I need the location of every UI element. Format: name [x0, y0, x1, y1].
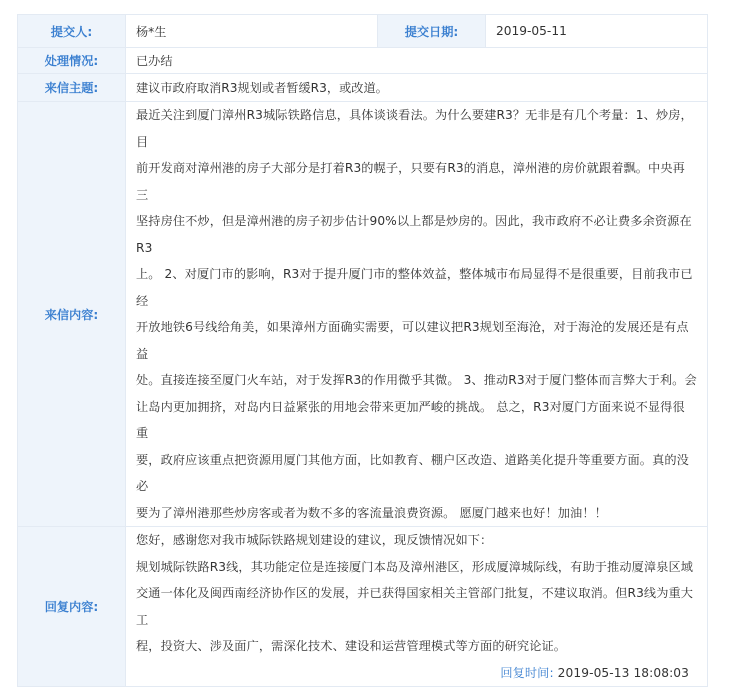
content-line: 开放地铁6号线给角美，如果漳州方面确实需要，可以建议把R3规划至海沧，对于海沧的发展还是有点益: [136, 320, 689, 361]
submit-date-value: 2019-05-11: [486, 15, 708, 48]
submitter-value: 杨*生: [126, 15, 378, 48]
reply-line: 规划城际铁路R3线，其功能定位是连接厦门本岛及漳州港区，形成厦漳城际线，有助于推动厦漳泉区域: [136, 559, 694, 574]
reply-body: [126, 527, 708, 687]
reply-time-label: 回复时间:: [500, 665, 554, 680]
content-line: 让岛内更加拥挤，对岛内日益紧张的用地会带来更加严峻的挑战。 总之，R3对厦门方面来说不显得很重: [136, 399, 685, 440]
submitter-row: [18, 15, 708, 48]
content-line: 要为了漳州港那些炒房客或者为数不多的客流量浪费资源。 愿厦门越来也好！加油！！: [136, 505, 607, 520]
content-line: 坚持房住不炒，但是漳州港的房子初步估计90%以上都是炒房的。因此，我市政府不必让费多余资源在R3: [136, 214, 692, 255]
subject-label: 来信主题:: [18, 74, 126, 102]
reply-time: [136, 660, 697, 687]
content-line: 前开发商对漳州港的房子大部分是打着R3的幌子，只要有R3的消息，漳州港的房价就跟着飘。中央再三: [136, 161, 685, 202]
subject-value: 建议市政府取消R3规划或者暂缓R3，或改道。: [126, 74, 708, 102]
content-line: 处。直接连接至厦门火车站，对于发挥R3的作用微乎其微。 3、推动R3对于厦门整体而言弊大于利。会: [136, 373, 697, 387]
reply-label: 回复内容:: [18, 527, 126, 687]
content-line: 上。 2、对厦门市的影响，R3对于提升厦门市的整体效益，整体城市布局显得不是很重要，目前我市已经: [136, 267, 693, 308]
reply-line: 交通一体化及闽西南经济协作区的发展，并已获得国家相关主管部门批复，不建议取消。但R3线为重大工: [136, 586, 694, 627]
content-label: 来信内容:: [18, 102, 126, 527]
submit-date-label: 提交日期:: [378, 15, 486, 48]
content-line: 最近关注到厦门漳州R3城际铁路信息，具体谈谈看法。为什么要建R3？无非是有几个考量：1、炒房，目: [136, 108, 693, 149]
status-row: [18, 48, 708, 74]
letter-detail-table: [17, 14, 708, 687]
letter-detail-panel: [17, 14, 707, 687]
reply-time-value: 2019-05-13 18:08:03: [557, 665, 689, 680]
content-body: [126, 102, 708, 527]
submitter-label: 提交人:: [18, 15, 126, 48]
content-row: [18, 102, 708, 527]
reply-row: [18, 527, 708, 687]
content-line: 要，政府应该重点把资源用厦门其他方面，比如教育、棚户区改造、道路美化提升等重要方面。真的没必: [136, 452, 689, 493]
status-label: 处理情况:: [18, 48, 126, 74]
subject-row: [18, 74, 708, 102]
status-value: 已办结: [126, 48, 708, 74]
reply-line: 程，投资大、涉及面广，需深化技术、建设和运营管理模式等方面的研究论证。: [136, 639, 567, 653]
reply-line: 您好，感谢您对我市城际铁路规划建设的建议，现反馈情况如下：: [136, 533, 493, 547]
